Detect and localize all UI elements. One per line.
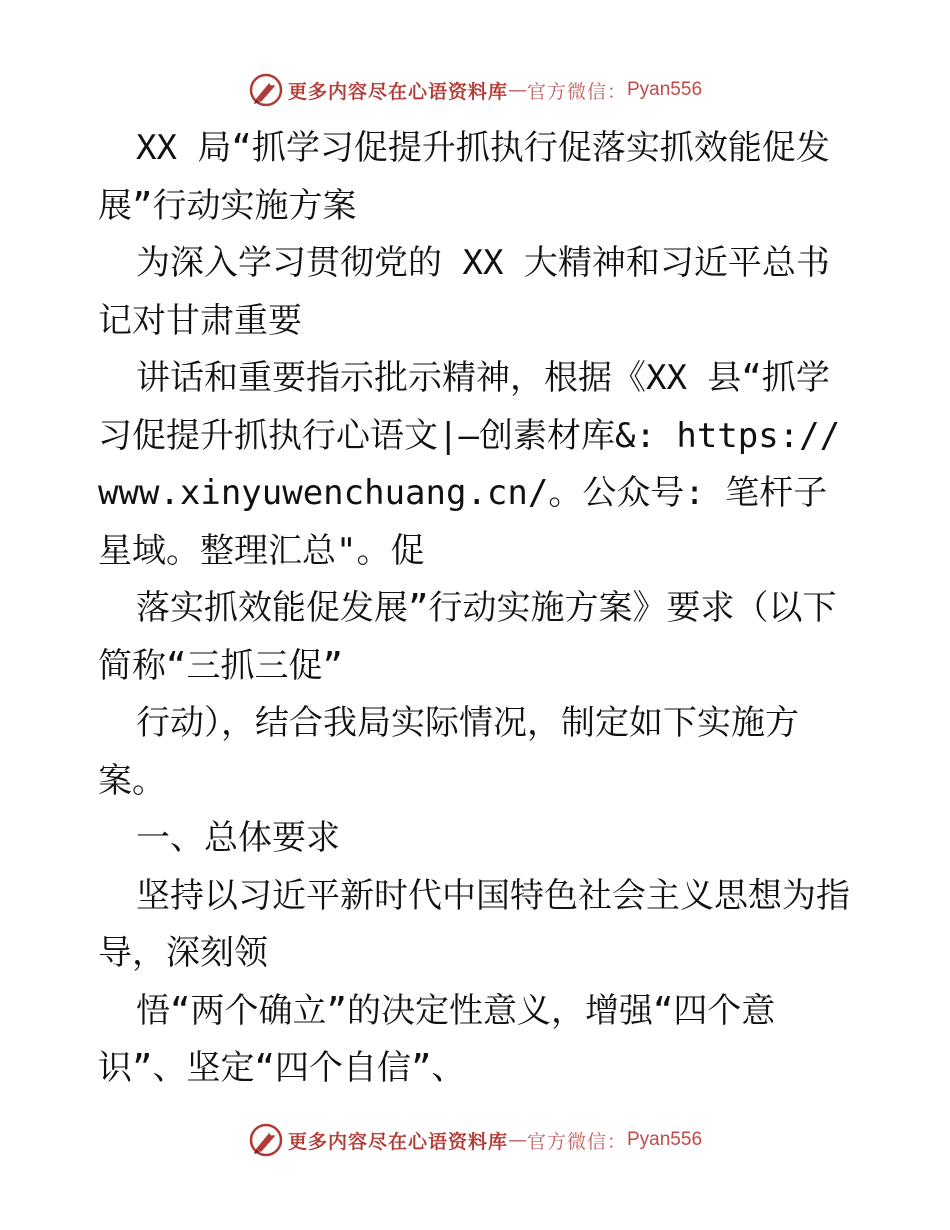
section-heading: 一、总体要求 — [136, 818, 340, 858]
banner-wechat-id: Pyan556 — [627, 1129, 703, 1150]
banner-main-text: 更多内容尽在心语资料库 — [287, 1130, 508, 1153]
header-banner — [0, 70, 950, 110]
document-title: XX 局“抓学习促提升抓执行促落实抓效能促发展”行动实施方案 — [98, 128, 830, 226]
paragraph: 讲话和重要指示批示精神，根据《XX 县“抓学习促提升抓执行心语文|—创素材库&: https://www.xinyuwenchuang.cn/。公众号: 笔杆子星域。整理汇总"。促 — [98, 358, 841, 571]
paragraph: 落实抓效能促发展”行动实施方案》要求（以下简称“三抓三促” — [98, 588, 837, 686]
footer-banner — [0, 1120, 950, 1160]
paragraph: 坚持以习近平新时代中国特色社会主义思想为指导，深刻领 — [98, 875, 850, 973]
paragraph: 为深入学习贯彻党的 XX 大精神和习近平总书记对甘肃重要 — [98, 243, 830, 341]
pen-logo-icon — [248, 1122, 284, 1158]
paragraph: 悟“两个确立”的决定性意义，增强“四个意识”、坚定“四个自信”、 — [98, 990, 776, 1088]
banner-wechat-id: Pyan556 — [627, 79, 703, 100]
header-banner-inner — [248, 72, 702, 108]
banner-suffix-text: 官方微信： — [526, 80, 627, 103]
banner-suffix-text: 官方微信： — [526, 1130, 627, 1153]
footer-banner-inner — [248, 1122, 702, 1158]
pen-logo-icon — [248, 72, 284, 108]
banner-dash: — — [507, 79, 527, 101]
banner-dash: — — [507, 1129, 527, 1151]
banner-main-text: 更多内容尽在心语资料库 — [287, 80, 508, 103]
document-body — [98, 120, 858, 1110]
paragraph: 行动），结合我局实际情况，制定如下实施方案。 — [98, 703, 799, 801]
